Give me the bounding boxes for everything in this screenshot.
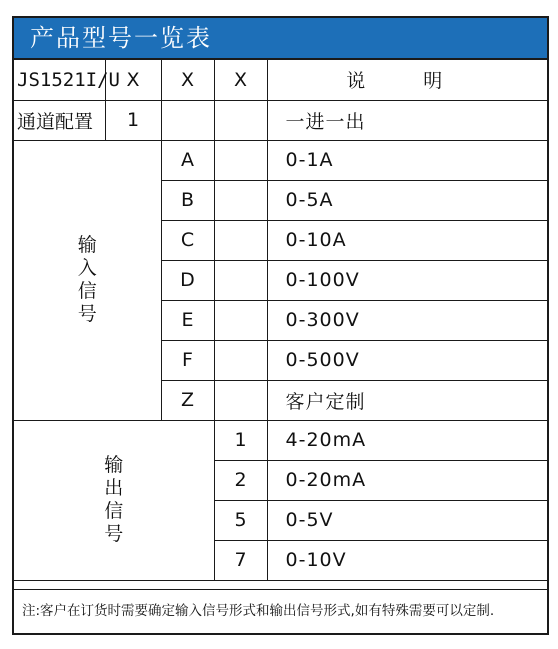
channel-value: 1	[105, 100, 161, 140]
output-code: 2	[214, 460, 267, 500]
channel-desc: 一进一出	[267, 100, 547, 140]
input-placeholder: X	[161, 60, 214, 100]
input-desc: 客户定制	[267, 380, 547, 420]
page-title: 产品型号一览表	[30, 24, 212, 52]
input-desc: 0-10A	[267, 220, 547, 260]
input-code: A	[161, 140, 214, 180]
empty-cell	[214, 180, 267, 220]
input-code: E	[161, 300, 214, 340]
empty-cell	[214, 340, 267, 380]
output-code: 7	[214, 540, 267, 580]
input-desc: 0-5A	[267, 180, 547, 220]
input-code: F	[161, 340, 214, 380]
output-desc: 0-20mA	[267, 460, 547, 500]
output-row	[14, 420, 547, 460]
channel-placeholder: X	[105, 60, 161, 100]
description-header: 说 明	[267, 60, 547, 100]
input-code: Z	[161, 380, 214, 420]
empty-cell	[214, 100, 267, 140]
title-bar	[14, 18, 547, 60]
input-code: D	[161, 260, 214, 300]
output-desc: 0-5V	[267, 500, 547, 540]
model-code: JS1521I/U	[14, 60, 105, 100]
order-note: 注:客户在订货时需要确定输入信号形式和输出信号形式,如有特殊需要可以定制.	[14, 589, 547, 633]
empty-cell	[161, 100, 214, 140]
output-signal-label: 输 出 信 号	[14, 420, 214, 580]
empty-cell	[214, 260, 267, 300]
channel-label: 通道配置	[14, 100, 105, 140]
input-desc: 0-1A	[267, 140, 547, 180]
empty-cell	[214, 140, 267, 180]
input-code: C	[161, 220, 214, 260]
empty-cell	[214, 220, 267, 260]
output-code: 5	[214, 500, 267, 540]
input-desc: 0-300V	[267, 300, 547, 340]
table-header-row	[14, 60, 547, 100]
model-table	[14, 60, 547, 581]
channel-row	[14, 100, 547, 140]
empty-cell	[214, 380, 267, 420]
output-code: 1	[214, 420, 267, 460]
empty-cell	[214, 300, 267, 340]
input-row	[14, 140, 547, 180]
output-desc: 0-10V	[267, 540, 547, 580]
output-desc: 4-20mA	[267, 420, 547, 460]
input-signal-label: 输 入 信 号	[14, 140, 161, 420]
input-desc: 0-100V	[267, 260, 547, 300]
input-desc: 0-500V	[267, 340, 547, 380]
output-placeholder: X	[214, 60, 267, 100]
input-code: B	[161, 180, 214, 220]
product-spec-sheet	[12, 16, 549, 635]
